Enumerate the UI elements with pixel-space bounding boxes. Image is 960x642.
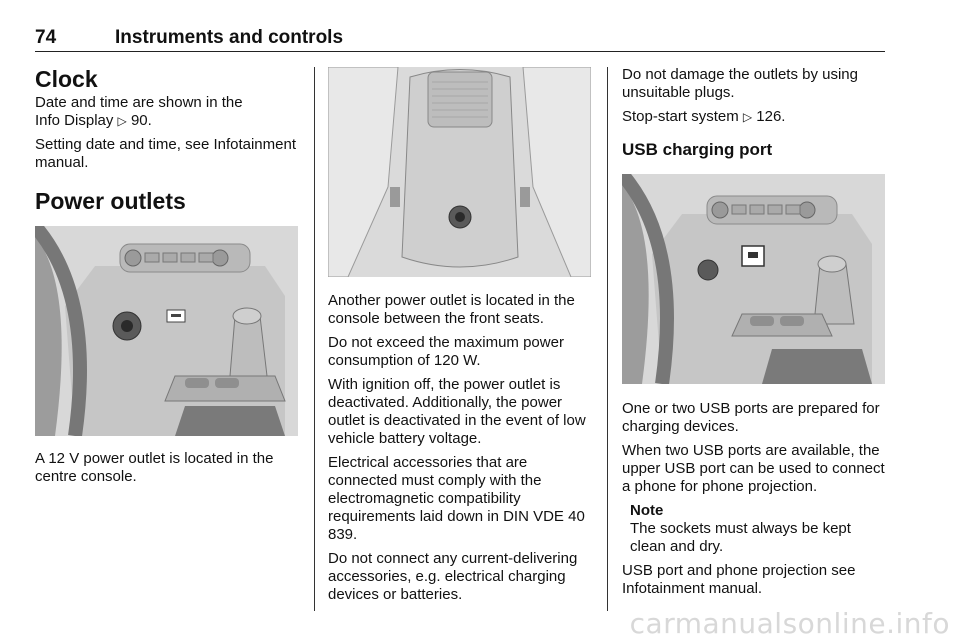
plugs-paragraph: Do not damage the outlets by using unsuitable plugs. bbox=[622, 66, 858, 101]
column-divider bbox=[607, 67, 608, 611]
usb-port-illustration bbox=[622, 174, 885, 384]
power-outlet-caption: A 12 V power outlet is located in the centre console. bbox=[35, 450, 274, 485]
page-number: 74 bbox=[35, 27, 57, 48]
note-text: The sockets must always be kept clean and dry. bbox=[630, 520, 851, 555]
watermark: carmanualsonline.info bbox=[629, 607, 950, 640]
xref-icon: ▷ bbox=[117, 114, 127, 128]
heading-usb-charging-port: USB charging port bbox=[622, 140, 773, 159]
console-outlet-paragraph: Another power outlet is located in the console between the front seats. bbox=[328, 292, 575, 327]
heading-clock: Clock bbox=[35, 66, 98, 92]
usb-ports-paragraph: One or two USB ports are prepared for charging devices. bbox=[622, 400, 880, 435]
console-outlet-illustration bbox=[328, 67, 591, 277]
warning-paragraph: Do not connect any current-delivering accessories, e.g. electrical charging devices or batteries. bbox=[328, 550, 578, 603]
note-box bbox=[630, 502, 890, 556]
page-reference[interactable]: 126. bbox=[756, 108, 786, 125]
page-reference[interactable]: 90. bbox=[130, 112, 152, 129]
heading-power-outlets: Power outlets bbox=[35, 188, 186, 214]
note-label: Note bbox=[630, 502, 664, 519]
clock-setting-paragraph: Setting date and time, see Infotainment manual. bbox=[35, 136, 296, 171]
accessories-paragraph: Electrical accessories that are connected must comply with the electromagnetic compatibility requirements laid down in DIN VDE 40 839. bbox=[328, 454, 585, 543]
page-header bbox=[35, 27, 885, 52]
column-divider bbox=[314, 67, 315, 611]
column-right bbox=[622, 66, 890, 604]
ignition-off-paragraph: With ignition off, the power outlet is deactivated. Additionally, the power outlet is deactivated in the event of low vehicle battery voltage. bbox=[328, 376, 586, 447]
chapter-title: Instruments and controls bbox=[115, 27, 344, 48]
phone-projection-paragraph: When two USB ports are available, the upper USB port can be used to connect a phone for phone projection. bbox=[622, 442, 885, 495]
column-left bbox=[35, 66, 303, 492]
max-power-paragraph: Do not exceed the maximum power consumption of 120 W. bbox=[328, 334, 564, 369]
power-outlet-illustration bbox=[35, 226, 298, 436]
column-middle bbox=[328, 67, 596, 610]
stop-start-paragraph: Stop-start system ▷ 126. bbox=[622, 108, 786, 125]
xref-icon: ▷ bbox=[742, 110, 753, 124]
usb-see-manual-paragraph: USB port and phone projection see Infotainment manual. bbox=[622, 562, 856, 597]
clock-paragraph: Date and time are shown in the Info Display ▷ 90. bbox=[35, 94, 243, 129]
